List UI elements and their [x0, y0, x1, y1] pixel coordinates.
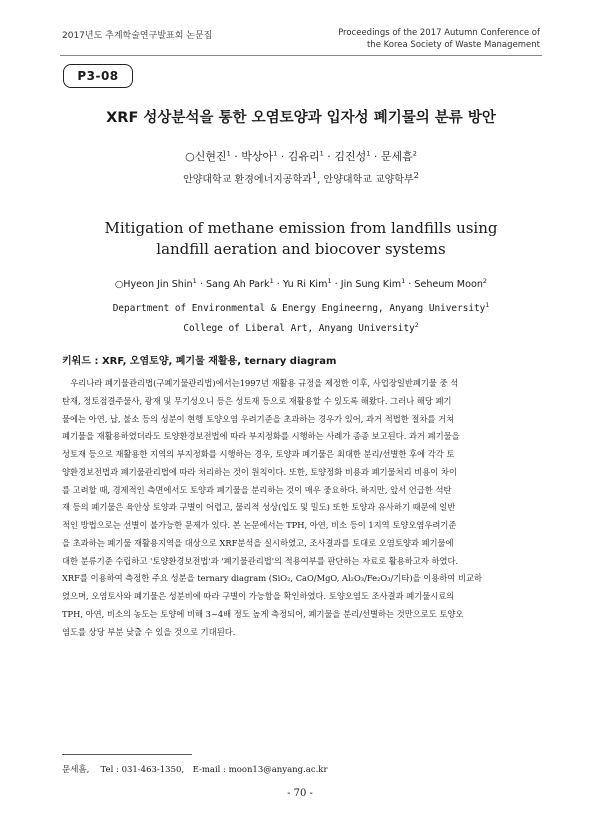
body-line: TPH, 아연, 비소의 농도는 토양에 비해 3~4배 정도 높게 측정되어, 폐기물을 분리/선별하는 것만으로도 토양오: [62, 608, 464, 619]
korean-author: ○신현진: [185, 150, 227, 163]
body-line: 를 고려할 때, 경제적인 측면에서도 토양과 폐기물을 분리하는 것이 매우 중요하다. 하지만, 앞서 언급한 석탄: [62, 484, 452, 495]
body-line: 염도를 상당 부분 낮출 수 있을 것으로 기대된다.: [62, 626, 236, 637]
affiliation-sup: 2: [413, 170, 419, 180]
running-header-right-line2: the Korea Society of Waste Management: [366, 40, 540, 50]
affiliation-sup: 1: [485, 301, 490, 309]
running-header-right-line1: Proceedings of the 2017 Autumn Conference of: [338, 28, 540, 38]
corresponding-author-footnote: 문세흠, Tel : 031-463-1350, E-mail : moon13@anyang.ac.kr: [62, 765, 328, 775]
author-sup: 1: [192, 277, 197, 285]
session-badge: P3-08: [63, 64, 133, 88]
body-line: 성토재 등으로 재활용한 지역의 부지정화를 시행하는 경우, 토양과 폐기물은 최대한 분리/선별한 후에 각각 토: [62, 449, 455, 459]
body-line: 였으며, 오염토사와 폐기물은 성분비에 따라 구별이 가능함을 확인하였다. 토양오염도 조사결과 폐기물시료의: [62, 591, 455, 601]
body-line: 을 초과하는 폐기물 재활용지역을 대상으로 XRF분석을 실시하였고, 조사결과를 토대로 오염토양과 폐기물에: [62, 537, 454, 548]
body-line: 적인 방법으로는 선별이 불가능한 문제가 있다. 본 논문에서는 TPH, 아연, 비소 등이 1지역 토양오염우려기준: [62, 520, 457, 530]
english-title: [60, 218, 542, 260]
author-sup: 1: [226, 149, 231, 158]
body-line: 폐기물을 재활용하였더라도 토양환경보전법에 따라 부지정화를 시행하는 사례가 종종 보고된다. 과거 폐기물을: [62, 431, 460, 442]
korean-author: 박상아: [241, 150, 274, 163]
author-sup: 1: [327, 277, 332, 285]
english-affiliation-2: [60, 317, 542, 337]
english-author: Yu Ri Kim: [282, 279, 328, 291]
body-line: XRF를 이용하여 측정한 주요 성분을 ternary diagram (SiO₂, CaO/MgO, Al₂O₃/Fe₂O₃/기타)을 이용하여 비교하: [62, 573, 483, 584]
english-authors: ○Hyeon Jin Shin$^1$ · Sang Ah Park$^1$ · Yu Ri Kim$^1$ · Jin Sung Kim$^1$ · Seheum Moon$^2$: [114, 277, 488, 291]
body-line: 재 등의 폐기물은 육안상 토양과 구별이 어렵고, 물리적 성상(입도 및 밀도) 또한 토양과 유사하기 때문에 일반: [62, 502, 456, 513]
body-line: 대한 분류기준 수립하고 '토양환경보전법'과 '폐기물관리법'의 적용여부를 판단하는 자료로 활용하고자 하였다.: [62, 555, 459, 566]
body-line: 양환경보전법과 폐기물관리법에 따라 처리하는 것이 원칙이다. 또한, 토양정화 비용과 폐기물처리 비용이 차이: [62, 466, 457, 477]
running-header-left: 2017년도 추계학술연구발표회 논문집: [62, 31, 213, 41]
korean-author: 김진성: [334, 150, 367, 163]
affiliation-sup: 2: [414, 321, 419, 330]
korean-title: XRF 성상분석을 통한 오염토양과 입자성 폐기물의 분류 방안: [106, 110, 496, 126]
korean-author: 김유리: [287, 150, 320, 163]
english-author: Jin Sung Kim: [340, 279, 402, 291]
korean-author: 문세흠: [380, 150, 413, 163]
author-sup: 1: [269, 277, 274, 285]
body-line: 물에는 아연, 납, 불소 등의 성분이 현행 토양오염 우려기준을 초과하는 경우가 있어, 과거 적법한 절차를 거쳐: [62, 413, 455, 424]
korean-authors: ○신현진$^1$ · 박상아$^1$ · 김유리$^1$ · 김진성$^1$ · 문세흠$^2$: [185, 149, 417, 163]
author-sup: 1: [401, 277, 406, 285]
running-header-right: [338, 27, 540, 51]
korean-affiliation-2: , 안양대학교 교양학부: [317, 174, 414, 186]
author-sup: 1: [319, 149, 324, 158]
body-line: 탄재, 정토점결주물사, 광재 및 무기성오니 등은 성토재 등으로 재활용할 수 있도록 해왔다. 그러나 해당 폐기: [62, 395, 452, 406]
body-line: 우리나라 폐기물관리법(구폐기물관리법)에서는1997년 재활용 규정을 제정한 이후, 사업장일반폐기물 중 석: [62, 378, 459, 388]
english-author: ○Hyeon Jin Shin: [114, 279, 193, 291]
english-title-line2: landfill aeration and biocover systems: [156, 240, 446, 258]
keywords: 키워드 : XRF, 오염토양, 폐기물 재활용, ternary diagram: [62, 356, 337, 367]
english-author: Sang Ah Park: [205, 279, 270, 291]
affiliation-text: College of Liberal Art, Anyang University: [183, 323, 415, 335]
author-sup: 2: [482, 277, 488, 285]
korean-affiliation-1: 안양대학교 환경에너지공학과: [183, 174, 312, 186]
page-number: - 70 -: [287, 788, 313, 799]
english-affiliation-1: [60, 297, 542, 317]
english-title-line1: Mitigation of methane emission from landfills using: [104, 219, 498, 237]
korean-affiliation: [60, 170, 542, 185]
author-sup: 2: [412, 149, 417, 158]
affiliation-text: Department of Environmental & Energy Engineerng, Anyang University: [112, 303, 486, 315]
abstract-body: [62, 375, 540, 641]
english-affiliations: [60, 297, 542, 337]
affiliation-sup: 1: [311, 170, 318, 180]
author-sup: 1: [273, 149, 278, 158]
author-sup: 1: [366, 149, 371, 158]
english-author: Seheum Moon: [414, 279, 483, 291]
header-divider: [60, 55, 542, 56]
footnote-divider: [62, 754, 192, 755]
